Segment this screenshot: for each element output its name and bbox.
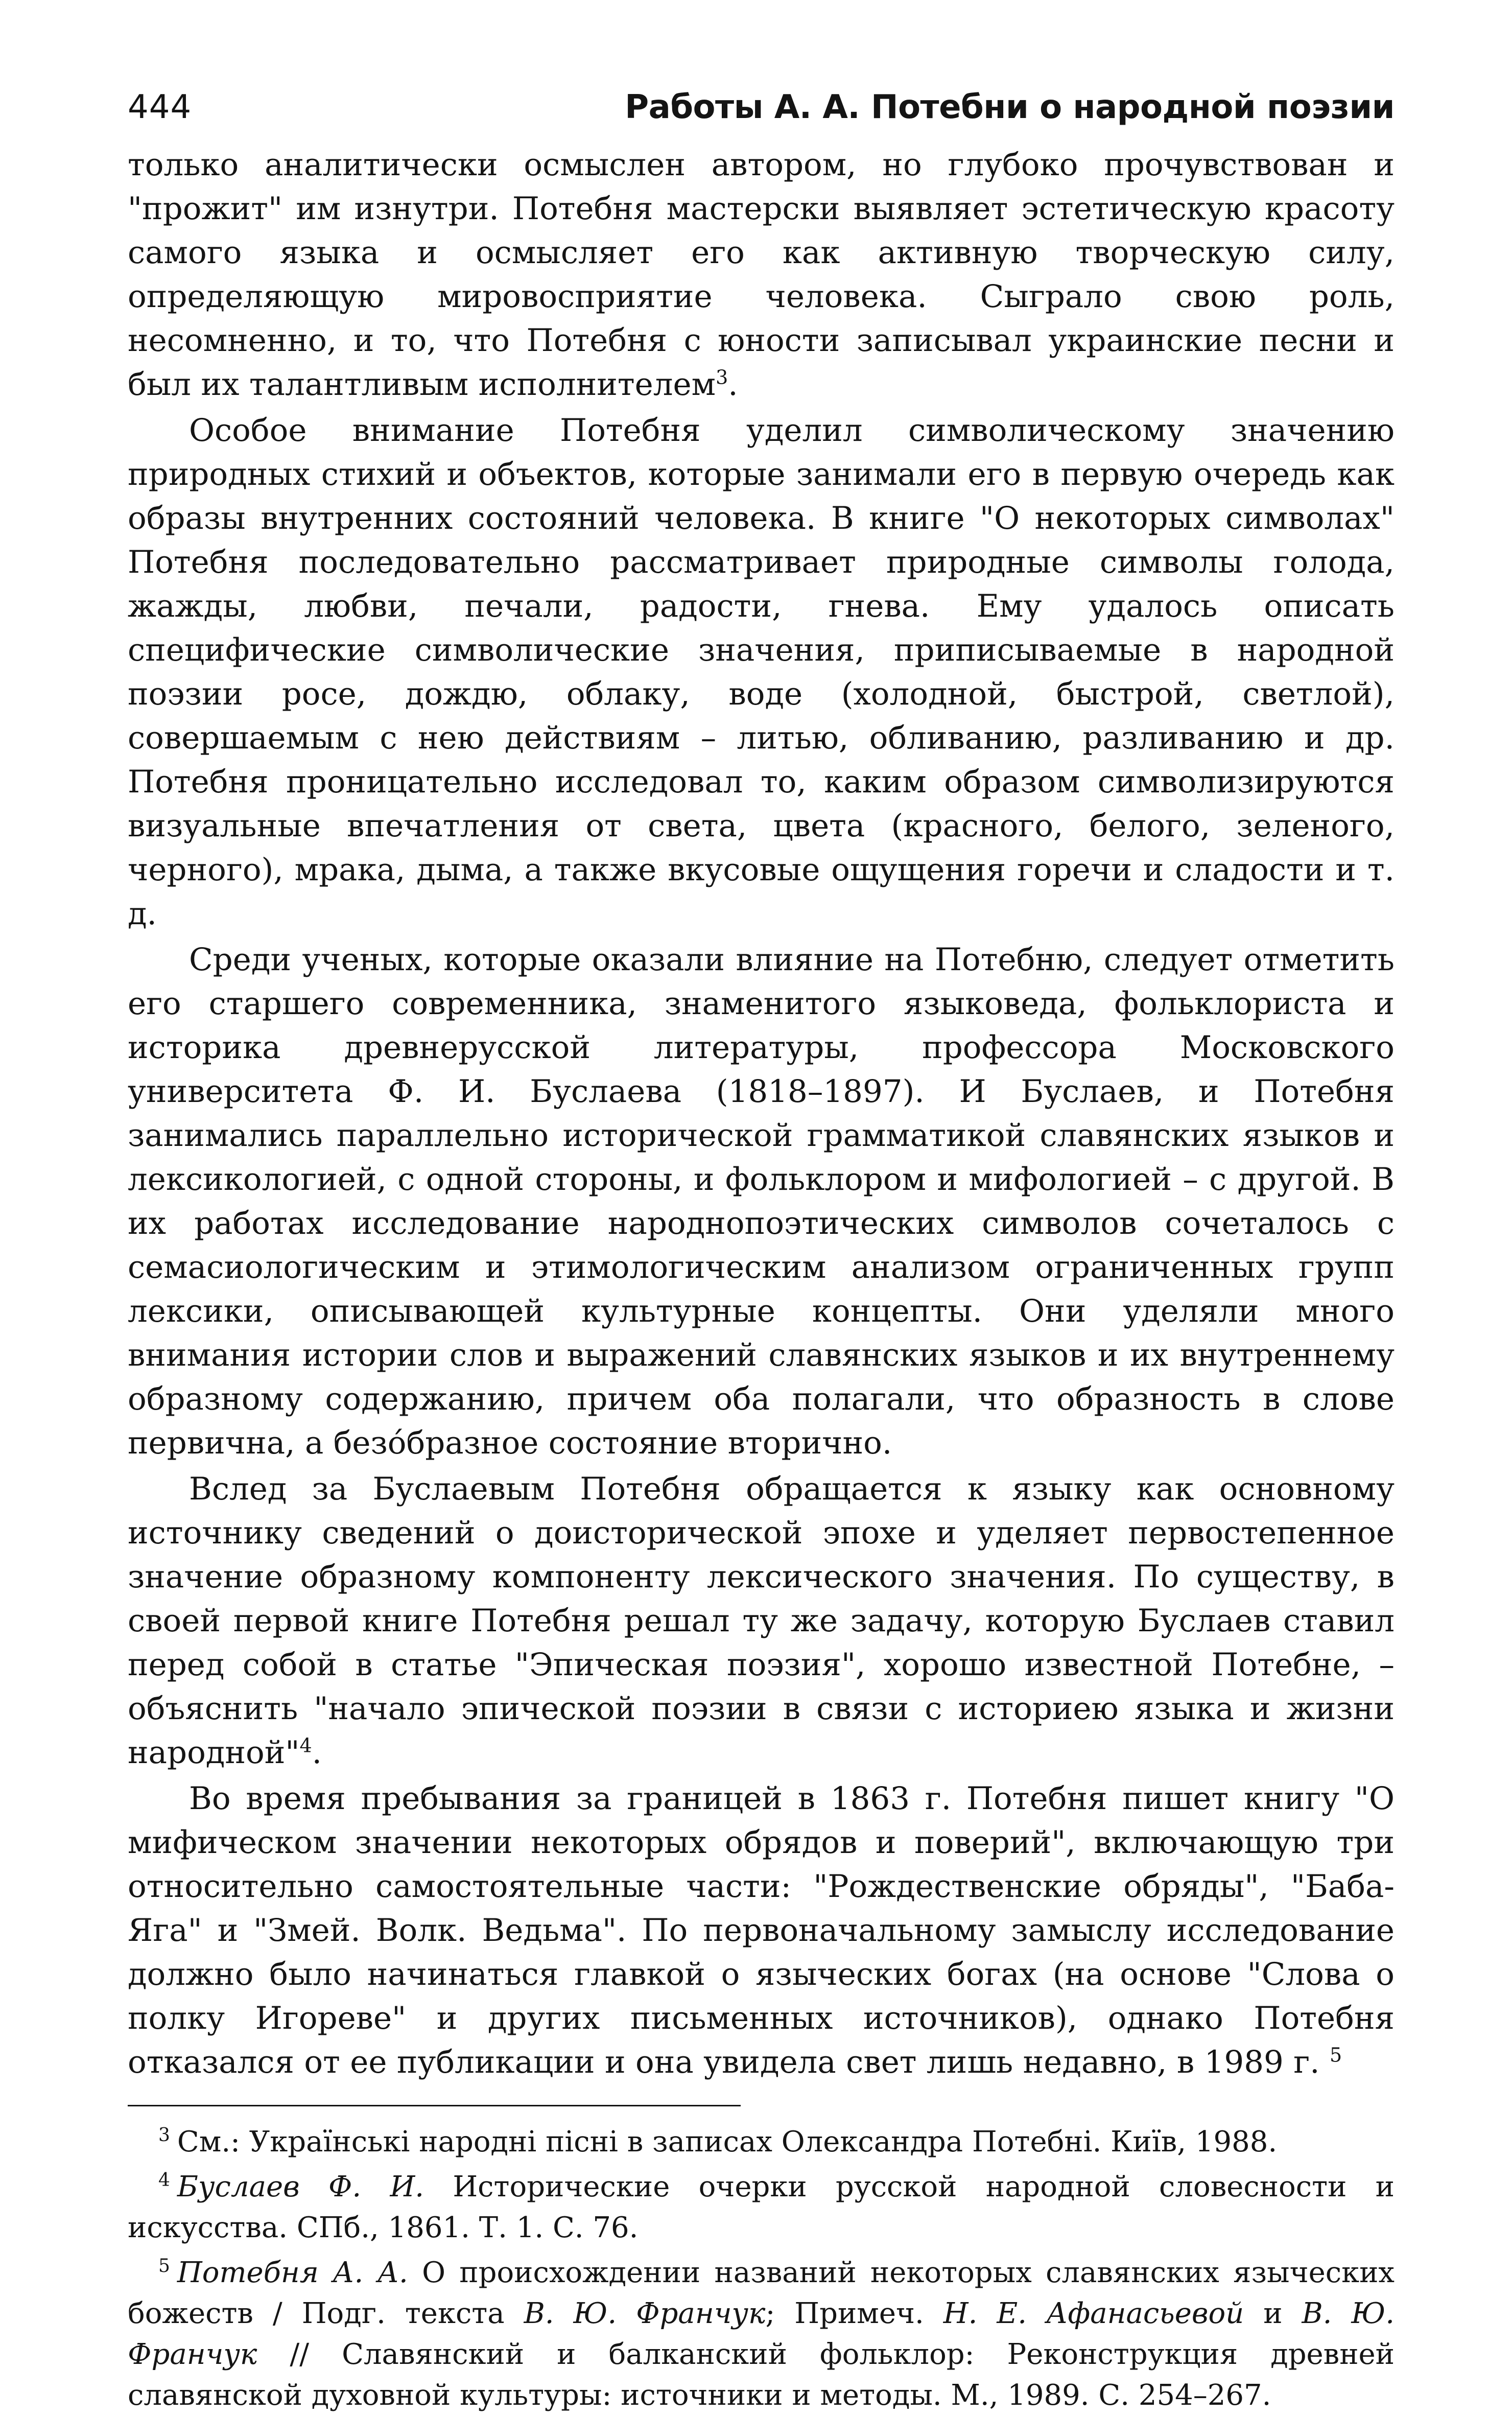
footnote-text: и bbox=[1244, 2297, 1302, 2330]
body-text bbox=[128, 143, 1395, 2084]
footnote-3 bbox=[128, 2122, 1395, 2163]
paragraph-text: Во время пребывания за границей в 1863 г. Потебня пишет книгу "О мифическом значении некоторых обрядов и поверий", включающую три относительно самостоятельные части: "Рождественские обряды", "Баба-Яга" и "Змей. Волк. Ведьма". По первоначальному замыслу исследование должно было начинаться главкой о языческих богах (на основе "Слова о полку Игореве" и других письменных источников), однако Потебня отказался от ее публикации и она увидела свет лишь недавно, в 1989 г. bbox=[128, 1780, 1395, 2080]
book-page bbox=[128, 82, 1395, 2412]
footnote-number: 4 bbox=[158, 2170, 170, 2191]
running-head bbox=[128, 82, 1395, 143]
paragraph-3 bbox=[128, 938, 1395, 1465]
footnote-author: Н. Е. Афанасьевой bbox=[943, 2297, 1244, 2330]
footnote-number: 3 bbox=[158, 2125, 170, 2146]
paragraph-tail: . bbox=[728, 366, 738, 403]
footnote-author: В. Ю. Франчук bbox=[524, 2297, 766, 2330]
paragraph-text: Среди ученых, которые оказали влияние на Потебню, следует отметить его старшего современника, знаменитого языковеда, фольклориста и историка древнерусской литературы, профессора Московского университета Ф. И. Буслаева (1818–1897). И Буслаев, и Потебня занимались параллельно исторической грамматикой славянских языков и лексикологией, с одной стороны, и фольклором и мифологией – с другой. В их работах исследование народнопоэтических символов сочеталось с семасиологическим и этимологическим анализом ограниченных групп лексики, описывающей культурные концепты. Они уделяли много внимания истории слов и выражений славянских языков и их внутреннему образному содержанию, причем оба полагали, что образность в слове первична, а безóбразное состояние вторично. bbox=[128, 942, 1395, 1461]
footnote-text: ; Примеч. bbox=[765, 2297, 943, 2330]
footnote-ref-5[interactable]: 5 bbox=[1329, 2044, 1342, 2067]
footnote-4 bbox=[128, 2167, 1395, 2248]
footnote-author: В. Ю. Франчук bbox=[128, 2297, 1395, 2371]
paragraph-text: Вслед за Буслаевым Потебня обращается к языку как основному источнику сведений о доисторической эпохе и уделяет первостепенное значение образному компоненту лексического значения. По существу, в своей первой книге Потебня решал ту же задачу, которую Буслаев ставил перед собой в статье "Эпическая поэзия", хорошо известной Потебне, – объяснить "начало эпической поэзии в связи с историею языка и жизни народной" bbox=[128, 1471, 1395, 1771]
footnote-text: О происхождении названий некоторых славянских языческих божеств / Подг. текста bbox=[128, 2256, 1395, 2330]
footnote-ref-3[interactable]: 3 bbox=[716, 366, 728, 389]
footnote-5 bbox=[128, 2253, 1395, 2416]
footnote-ref-4[interactable]: 4 bbox=[299, 1734, 312, 1757]
paragraph-4 bbox=[128, 1467, 1395, 1775]
footnote-author: Буслаев Ф. И. bbox=[177, 2170, 424, 2203]
running-title: Работы А. А. Потебни о народной поэзии bbox=[625, 88, 1395, 126]
paragraph-2 bbox=[128, 409, 1395, 936]
footnote-number: 5 bbox=[158, 2256, 170, 2277]
paragraph-1 bbox=[128, 143, 1395, 407]
paragraph-5 bbox=[128, 1777, 1395, 2084]
footnote-author: Потебня А. А. bbox=[177, 2256, 408, 2289]
paragraph-tail: . bbox=[312, 1734, 322, 1771]
footnote-text: См.: Українські народні пісні в записах Олександра Потебні. Київ, 1988. bbox=[177, 2125, 1278, 2159]
footnotes bbox=[128, 2122, 1395, 2416]
paragraph-text: только аналитически осмыслен автором, но глубоко прочувствован и "прожит" им изнутри. Потебня мастерски выявляет эстетическую красоту самого языка и осмысляет его как активную творческую силу, определяющую мировосприятие человека. Сыграло свою роль, несомненно, и то, что Потебня с юности записывал украинские песни и был их талантливым исполнителем bbox=[128, 147, 1395, 403]
footnote-text: Исторические очерки русской народной словесности и искусства. СПб., 1861. Т. 1. С. 76. bbox=[128, 2170, 1395, 2244]
footnote-divider bbox=[128, 2105, 741, 2106]
footnote-text: // Славянский и балканский фольклор: Реконструкция древней славянской духовной культуры: источники и методы. М., 1989. С. 254–267. bbox=[128, 2338, 1395, 2412]
page-number: 444 bbox=[128, 88, 192, 126]
paragraph-text: Особое внимание Потебня уделил символическому значению природных стихий и объектов, которые занимали его в первую очередь как образы внутренних состояний человека. В книге "О некоторых символах" Потебня последовательно рассматривает природные символы голода, жажды, любви, печали, радости, гнева. Ему удалось описать специфические символические значения, приписываемые в народной поэзии росе, дождю, облаку, воде (холодной, быстрой, светлой), совершаемым с нею действиям – литью, обливанию, разливанию и др. Потебня проницательно исследовал то, каким образом символизируются визуальные впечатления от света, цвета (красного, белого, зеленого, черного), мрака, дыма, а также вкусовые ощущения горечи и сладости и т. д. bbox=[128, 412, 1395, 932]
